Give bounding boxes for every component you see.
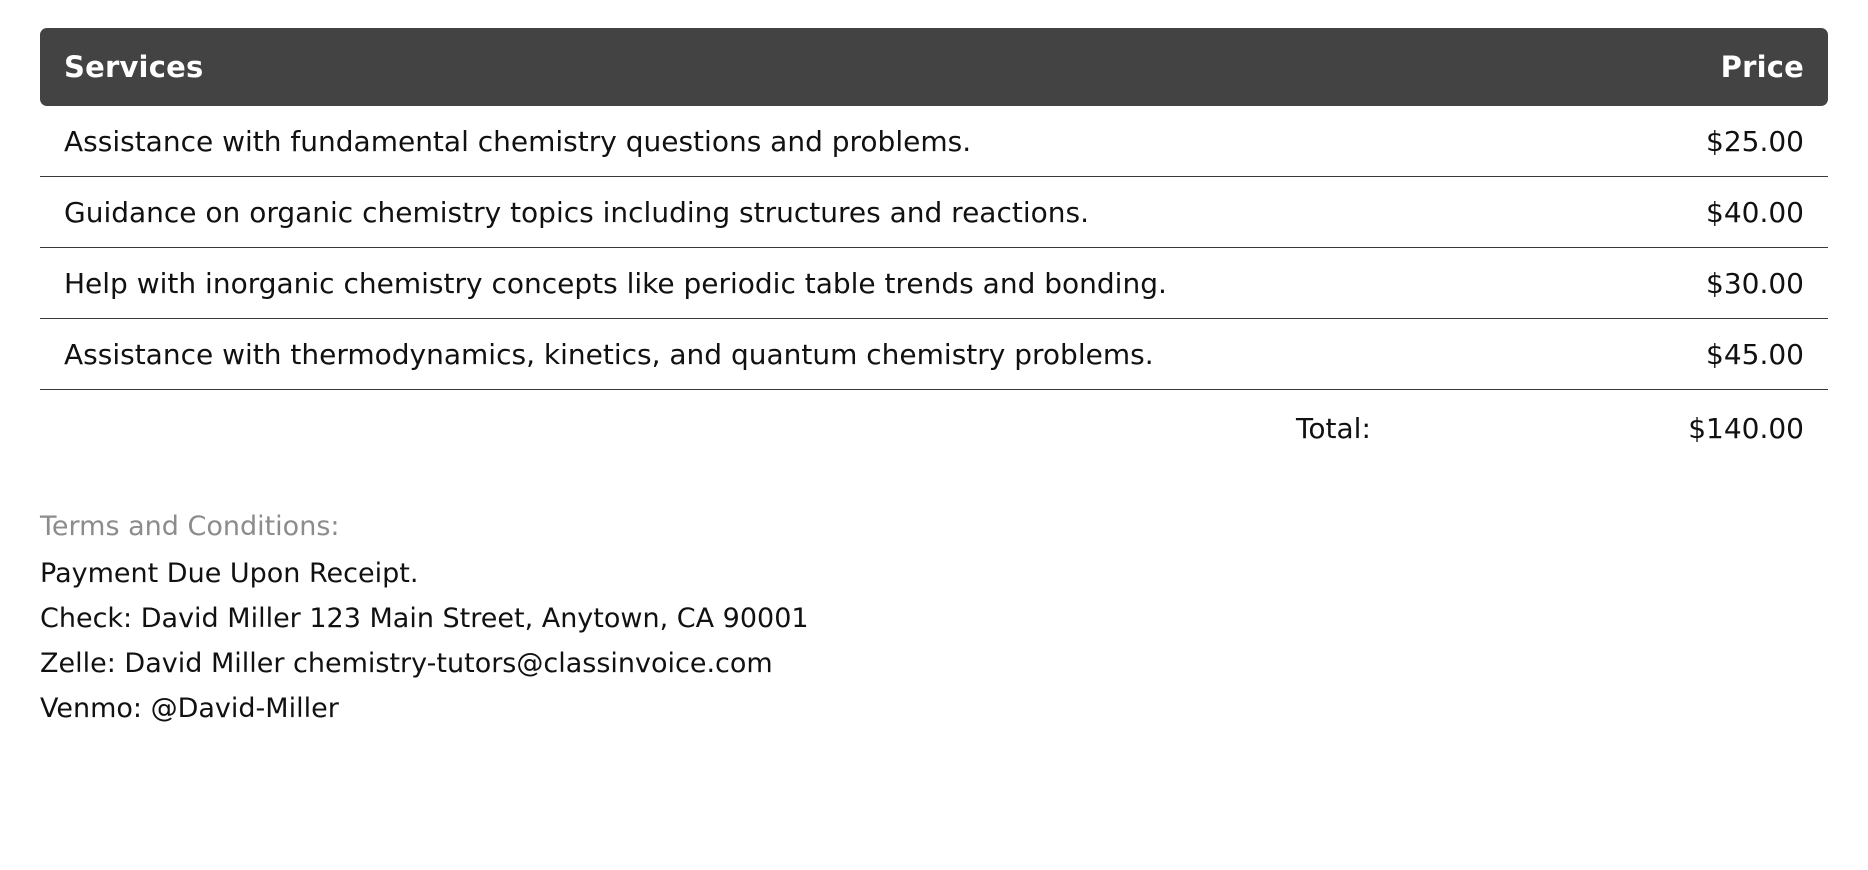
terms-line-venmo: Venmo: @David-Miller xyxy=(40,693,339,725)
table-header-row xyxy=(40,28,1828,106)
service-price: $40.00 xyxy=(1399,177,1828,248)
terms-and-conditions xyxy=(40,511,1828,731)
service-description: Help with inorganic chemistry concepts like periodic table trends and bonding. xyxy=(40,248,1399,319)
services-table-body xyxy=(40,106,1828,463)
column-header-price: Price xyxy=(1399,28,1828,106)
column-header-services: Services xyxy=(40,28,1399,106)
service-price: $25.00 xyxy=(1399,106,1828,177)
table-row xyxy=(40,319,1828,390)
service-description: Assistance with fundamental chemistry questions and problems. xyxy=(40,106,1399,177)
service-description: Assistance with thermodynamics, kinetics, and quantum chemistry problems. xyxy=(40,319,1399,390)
terms-title: Terms and Conditions: xyxy=(40,511,340,542)
services-table-header xyxy=(40,28,1828,106)
total-row xyxy=(40,390,1828,464)
table-row xyxy=(40,177,1828,248)
service-price: $30.00 xyxy=(1399,248,1828,319)
table-row xyxy=(40,248,1828,319)
service-description: Guidance on organic chemistry topics including structures and reactions. xyxy=(40,177,1399,248)
terms-line-zelle: Zelle: David Miller chemistry-tutors@classinvoice.com xyxy=(40,648,773,680)
services-table xyxy=(40,28,1828,463)
total-amount: $140.00 xyxy=(1688,412,1804,445)
table-row xyxy=(40,106,1828,177)
total-label: Total: xyxy=(1296,412,1371,445)
service-price: $45.00 xyxy=(1399,319,1828,390)
terms-line-check: Check: David Miller 123 Main Street, Anytown, CA 90001 xyxy=(40,603,809,635)
terms-line-payment: Payment Due Upon Receipt. xyxy=(40,558,419,589)
